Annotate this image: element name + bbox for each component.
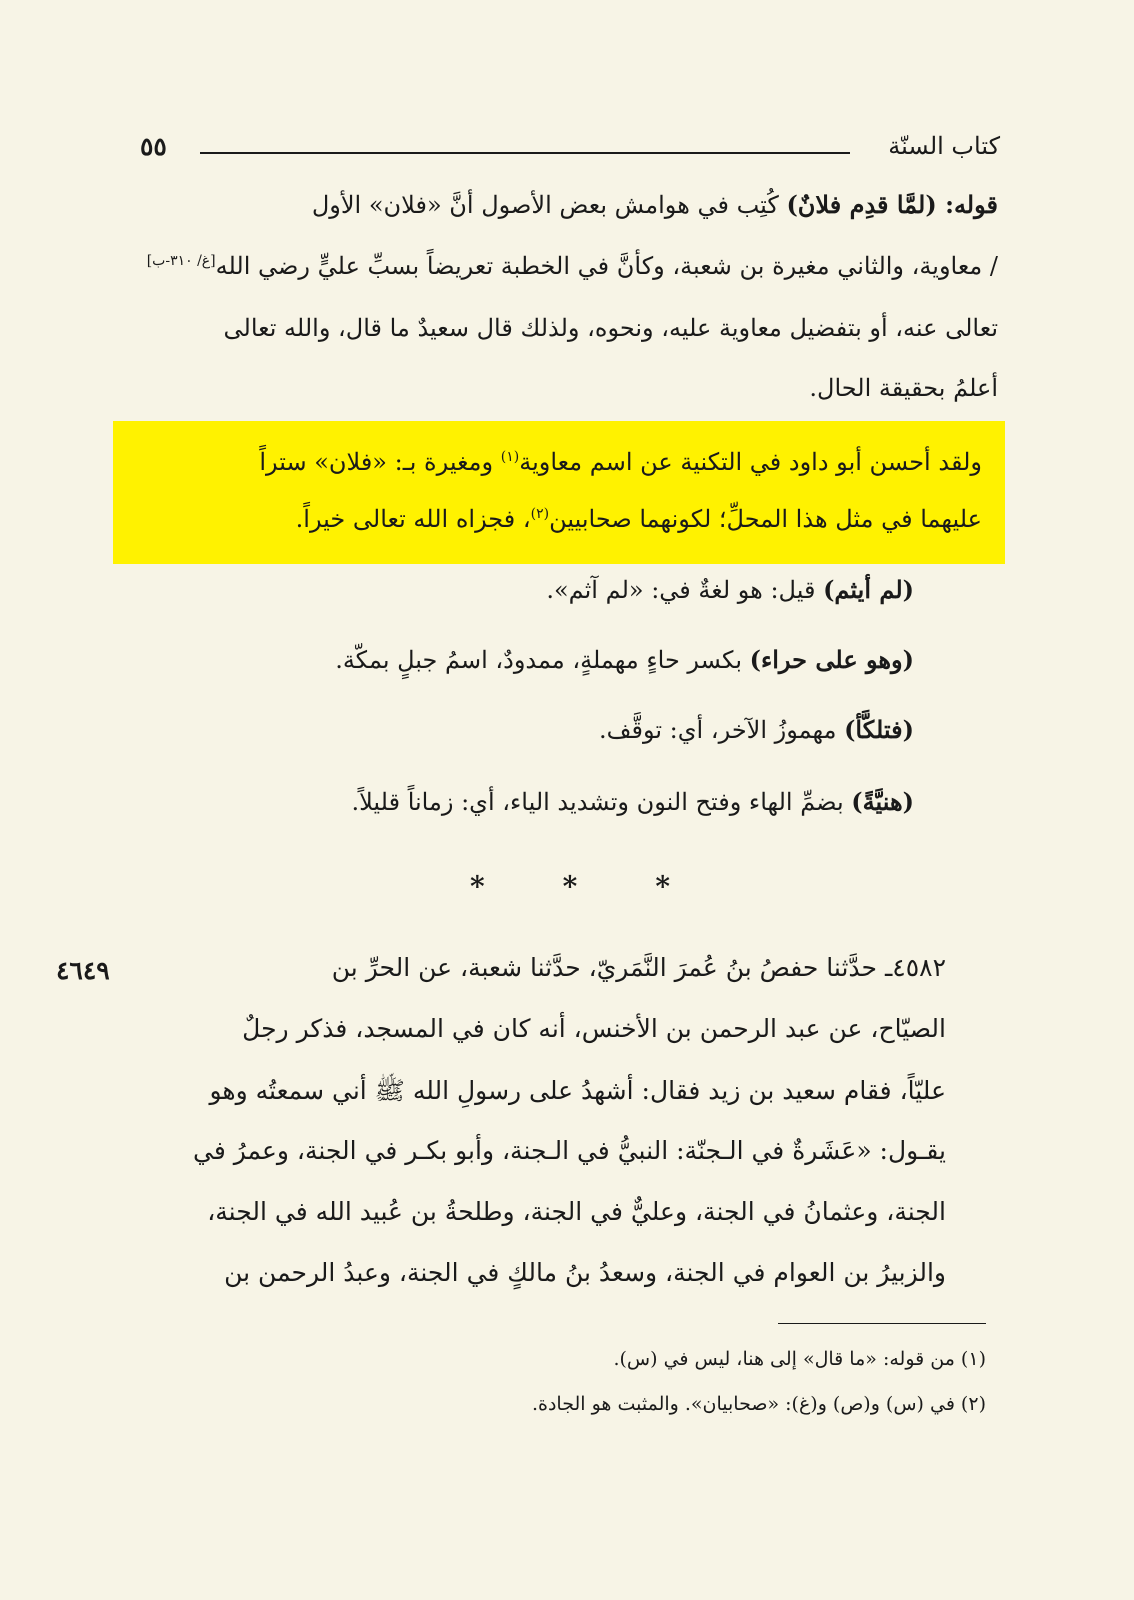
asterisk-icon: * <box>562 870 578 903</box>
footnote-marker: (١) <box>500 449 520 465</box>
hadith-line: عليّاً، فقام سعيد بن زيد فقال: أشهدُ على رسولِ الله ﷺ أني سمعتُه وهو <box>209 1076 946 1105</box>
footnote-rule <box>778 1323 986 1324</box>
asterisk-icon: * <box>655 870 670 903</box>
gloss-line <box>599 715 914 744</box>
asterisk-icon: * <box>470 870 485 903</box>
hadith-line: الجنة، وعثمانُ في الجنة، وعليٌّ في الجنة، وطلحةُ بن عُبيد الله في الجنة، <box>207 1197 946 1226</box>
lemma: (لم أيثم) <box>823 575 914 604</box>
running-header <box>140 132 1000 172</box>
highlight-line-2 <box>296 505 982 533</box>
page-number: ٥٥ <box>140 132 167 161</box>
highlight-text: ومغيرة بـ: «فلان» ستراً <box>259 448 501 476</box>
lemma: (هنيَّةً) <box>851 787 914 816</box>
highlight-text: ولقد أحسن أبو داود في التكنية عن اسم معاوية <box>519 448 982 476</box>
lemma: (فتلكَّأ) <box>844 715 914 744</box>
highlighted-passage <box>113 421 1005 564</box>
hadith-line: والزبيرُ بن العوام في الجنة، وسعدُ بنُ مالكٍ في الجنة، وعبدُ الرحمن بن <box>224 1258 946 1287</box>
gloss-text: قيل: هو لغةٌ في: «لم آثم». <box>546 576 824 604</box>
commentary-line-2 <box>147 252 998 280</box>
commentary-text: أعلمُ بحقيقة الحال. <box>809 374 998 402</box>
header-rule <box>200 152 850 154</box>
section-separator <box>470 870 670 910</box>
manuscript-folio-ref: [غ/ ٣١٠-ب] <box>146 253 216 269</box>
commentary-line-3 <box>224 314 998 342</box>
highlight-line-1 <box>259 448 982 476</box>
footnote-1: (١) من قوله: «ما قال» إلى هنا، ليس في (س). <box>613 1348 986 1370</box>
highlight-text: عليهما في مثل هذا المحلِّ؛ لكونهما صحابيين <box>549 505 982 533</box>
hadith-line: ٤٥٨٢ـ حدَّثنا حفصُ بنُ عُمرَ النَّمَريّ، حدَّثنا شعبة، عن الحرِّ بن <box>331 953 946 982</box>
highlight-text: ، فجزاه الله تعالى خيراً. <box>295 505 531 533</box>
lemma: (وهو على حراء) <box>749 645 914 674</box>
commentary-text: كُتِب في هوامش بعض الأصول أنَّ «فلان» الأول <box>311 191 787 219</box>
commentary-text: تعالى عنه، أو بتفضيل معاوية عليه، ونحوه، ولذلك قال سعيدٌ ما قال، والله تعالى <box>223 314 998 342</box>
gloss-line <box>351 787 914 816</box>
gloss-line <box>546 575 914 604</box>
book-title: كتاب السنّة <box>888 132 1000 160</box>
commentary-line-4 <box>809 374 998 402</box>
gloss-text: بكسر حاءٍ مهملةٍ، ممدودٌ، اسمُ جبلٍ بمكّة. <box>335 646 750 674</box>
commentary-line-1 <box>312 190 998 219</box>
gloss-line <box>335 645 914 674</box>
hadith-line: يقـول: «عَشَرةٌ في الـجنّة: النبيُّ في الـجنة، وأبو بكـر في الجنة، وعمرُ في <box>192 1136 946 1165</box>
hadith-line: الصيّاح، عن عبد الرحمن بن الأخنس، أنه كان في المسجد، فذكر رجلٌ <box>242 1014 946 1043</box>
footnote-marker: (٢) <box>530 506 550 522</box>
gloss-text: بضمِّ الهاء وفتح النون وتشديد الياء، أي: زماناً قليلاً. <box>351 788 852 816</box>
footnote-2: (٢) في (س) و(ص) و(غ): «صحابيان». والمثبت هو الجادة. <box>531 1393 986 1415</box>
lemma: قوله: (لمَّا قدِم فلانٌ) <box>786 190 998 219</box>
gloss-text: مهموزُ الآخر، أي: توقَّف. <box>599 716 845 744</box>
commentary-text: / معاوية، والثاني مغيرة بن شعبة، وكأنَّ في الخطبة تعريضاً بسبِّ عليٍّ رضي الله <box>215 252 998 280</box>
cross-reference-number: ٤٦٤٩ <box>56 956 110 985</box>
